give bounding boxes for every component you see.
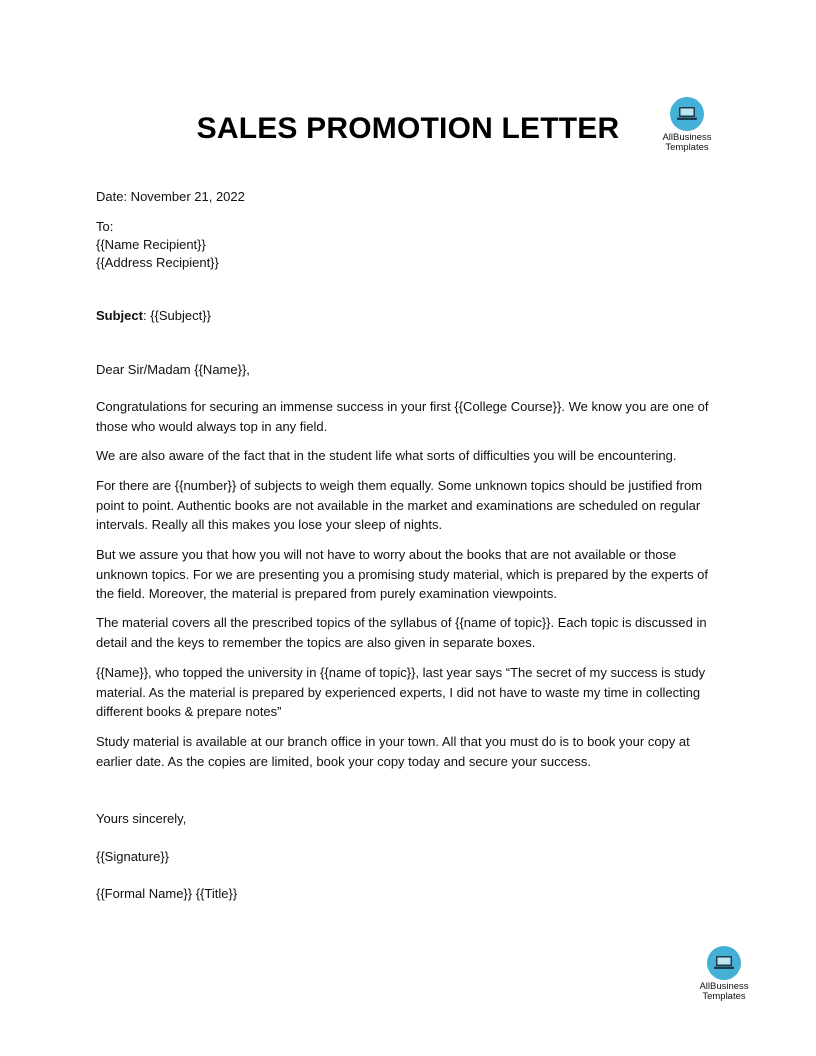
document-title: SALES PROMOTION LETTER	[196, 112, 620, 145]
closing: Yours sincerely,	[96, 811, 187, 826]
laptop-icon	[670, 97, 704, 131]
salutation: Dear Sir/Madam {{Name}},	[96, 362, 250, 377]
paragraph-6: {{Name}}, who topped the university in {{name of topic}}, last year says “The secret of my success is study material. As the material is prepared by experienced experts, I did not have to waste my time in collecting different books & prepare notes”	[96, 665, 706, 719]
logo-sub: Templates	[665, 142, 709, 153]
subject-line	[96, 307, 211, 325]
paragraph-7: Study material is available at our branch office in your town. All that you must do is to book your copy at earlier date. As the copies are limited, book your copy today and secure your success.	[96, 734, 690, 769]
formal-name: {{Formal Name}} {{Title}}	[96, 886, 238, 901]
subject-label: Subject	[96, 308, 143, 323]
logo-name: AllBusiness	[699, 981, 749, 992]
paragraph-4: But we assure you that how you will not have to worry about the books that are not available or those unknown topics. For we are presenting you a promising study material, which is prepared by the experts of the field. Moreover, the material is prepared from purely examination viewpoints.	[96, 547, 709, 601]
brand-logo-top	[652, 97, 722, 153]
paragraph-2: We are also aware of the fact that in the student life what sorts of difficulties you will be encountering.	[96, 448, 677, 463]
signature: {{Signature}}	[96, 849, 170, 864]
brand-logo-bottom	[689, 946, 759, 1002]
paragraph-1: Congratulations for securing an immense success in your first {{College Course}}. We know you are one of those who would always top in any field.	[96, 399, 709, 434]
laptop-icon	[707, 946, 741, 980]
recipient-name: {{Name Recipient}}	[96, 237, 206, 252]
to-label: To:	[96, 219, 114, 234]
paragraph-3: For there are {{number}} of subjects to weigh them equally. Some unknown topics should be justified from point to point. Authentic books are not available in the market and examinations are scheduled on regular intervals. Really all this makes you lose your sleep of nights.	[96, 478, 703, 532]
subject-value: : {{Subject}}	[142, 308, 211, 323]
date-line: Date: November 21, 2022	[96, 189, 245, 204]
logo-sub: Templates	[702, 991, 746, 1002]
recipient-address: {{Address Recipient}}	[96, 255, 219, 270]
paragraph-5: The material covers all the prescribed topics of the syllabus of {{name of topic}}. Each topic is discussed in detail and the keys to remember the topics are also given in separate boxes.	[96, 615, 707, 650]
logo-name: AllBusiness	[662, 132, 712, 143]
